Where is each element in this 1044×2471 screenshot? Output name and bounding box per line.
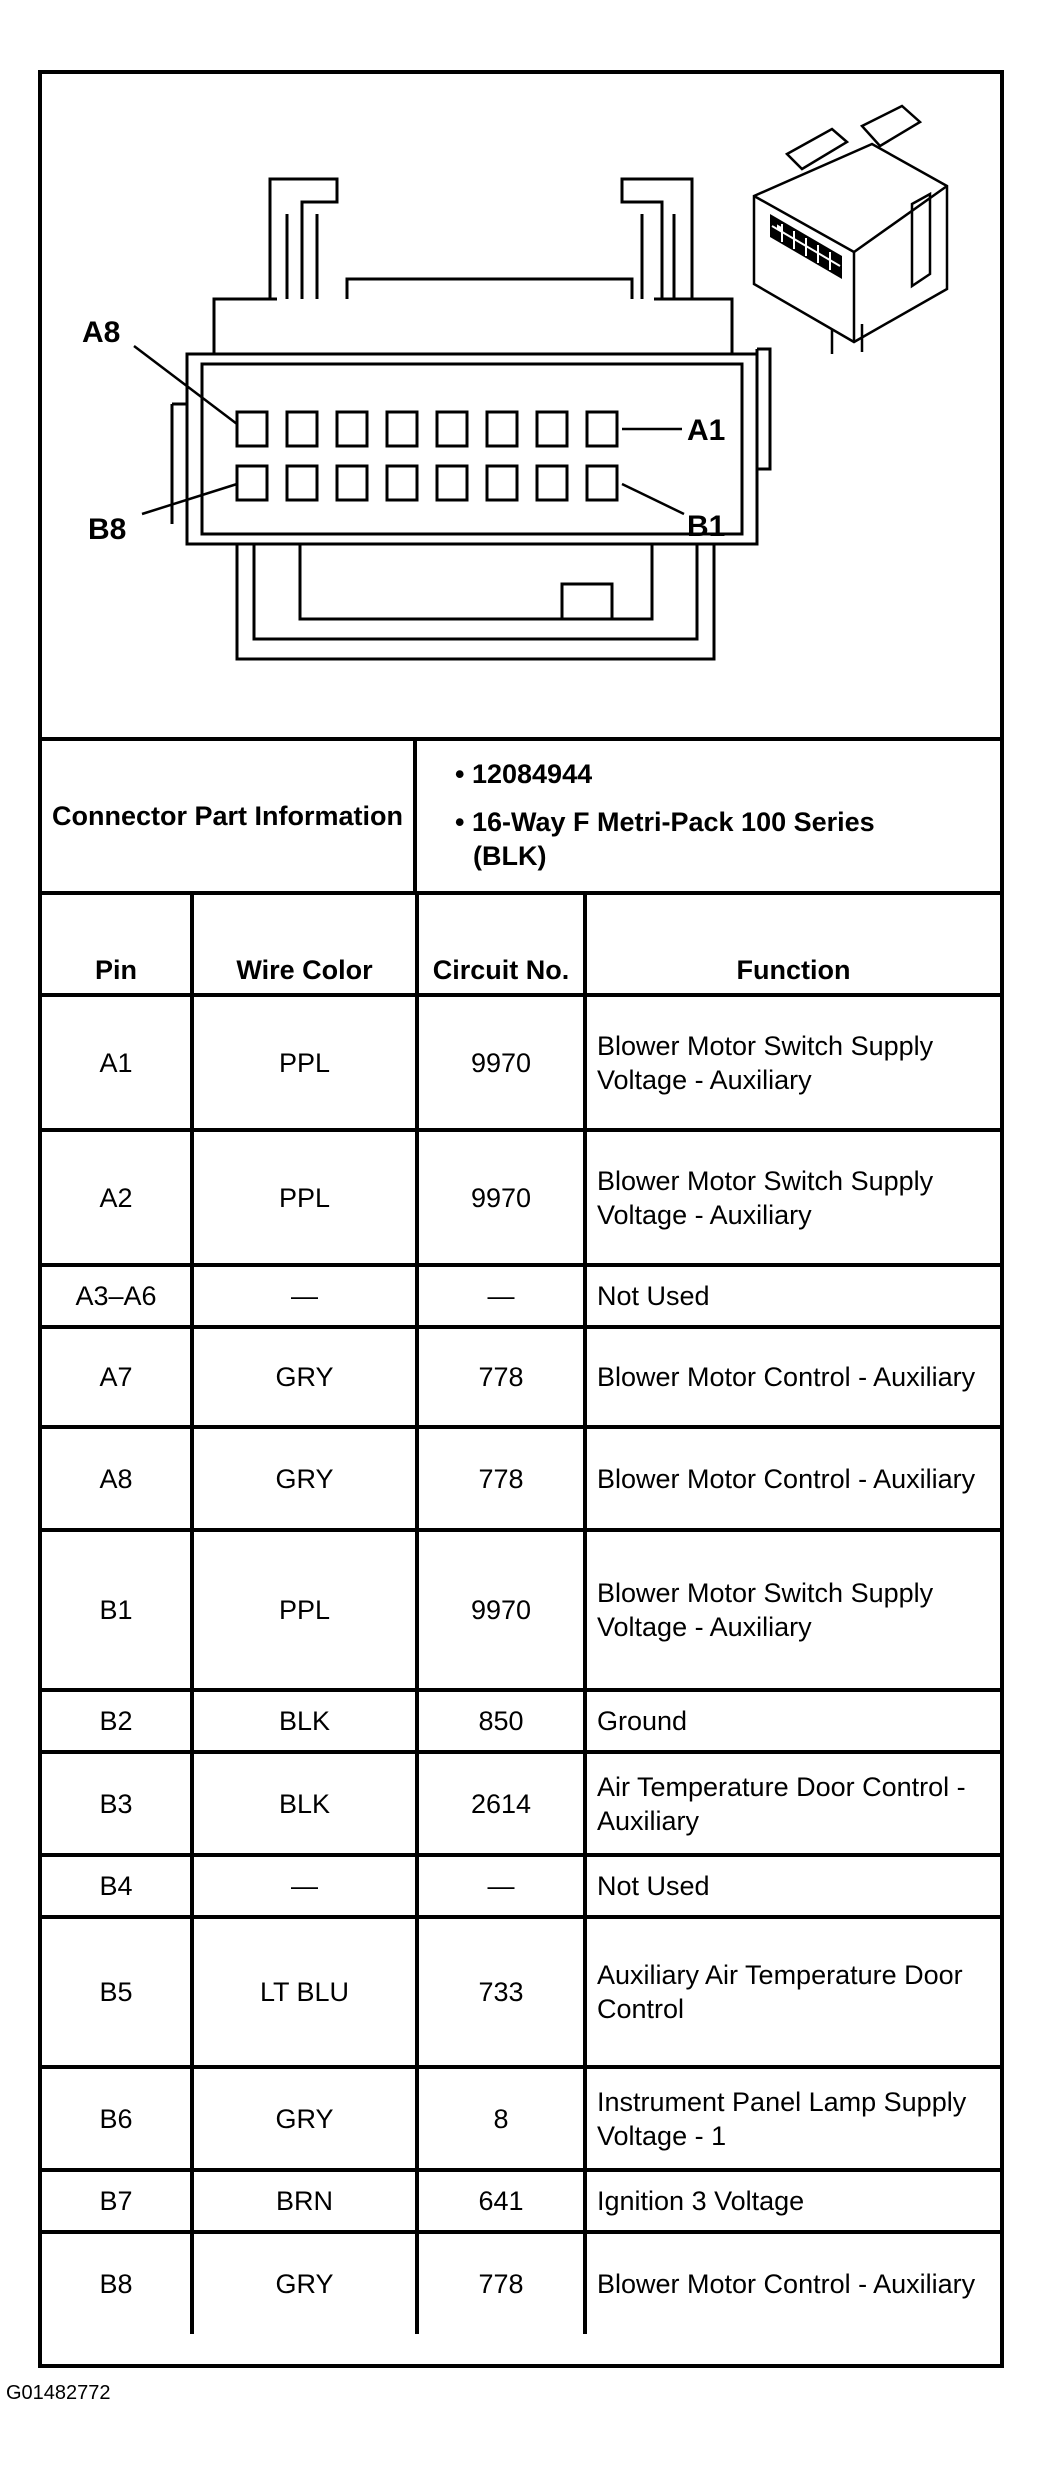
table-row [42,2232,1000,2334]
connector-skirt [237,544,714,659]
b1-leader-line [622,484,684,514]
cell-function: Blower Motor Switch Supply Voltage - Auxiliary [585,1130,1000,1265]
header-circuit-no: Circuit No. [417,895,585,995]
cell-circuit: 9970 [417,995,585,1130]
cell-pin: B5 [42,1917,192,2067]
connector-sheet [38,70,1004,2368]
table-row [42,2170,1000,2232]
table-row [42,1752,1000,1855]
connector-face-diagram [42,74,1000,741]
info-item-part-number: • 12084944 [455,759,593,789]
cell-pin: A8 [42,1427,192,1530]
header-function: Function [585,895,1000,995]
cell-circuit: 2614 [417,1752,585,1855]
cell-function: Blower Motor Control - Auxiliary [585,2232,1000,2334]
b8-leader-line [142,484,237,514]
table-row [42,1690,1000,1752]
cell-wire-color: GRY [192,1327,417,1427]
table-row [42,2067,1000,2170]
cell-function: Blower Motor Switch Supply Voltage - Auxiliary [585,995,1000,1130]
table-row [42,995,1000,1130]
label-b8: B8 [88,513,127,546]
cell-function: Blower Motor Control - Auxiliary [585,1427,1000,1530]
cell-pin: B7 [42,2170,192,2232]
table-row [42,1427,1000,1530]
cell-function: Blower Motor Switch Supply Voltage - Auxiliary [585,1530,1000,1690]
cell-circuit: 778 [417,1427,585,1530]
cell-circuit: — [417,1265,585,1327]
row-a-cavities [237,412,617,446]
cell-pin: B6 [42,2067,192,2170]
cell-circuit: 641 [417,2170,585,2232]
header-wire-color: Wire Color [192,895,417,995]
cell-circuit: 9970 [417,1530,585,1690]
table-row [42,1265,1000,1327]
cell-wire-color: BLK [192,1690,417,1752]
label-a8: A8 [82,316,121,349]
table-row [42,1530,1000,1690]
figure-id: G01482772 [6,2382,111,2404]
cell-pin: B3 [42,1752,192,1855]
cell-function: Auxiliary Air Temperature Door Control [585,1917,1000,2067]
cell-circuit: — [417,1855,585,1917]
cell-pin: A1 [42,995,192,1130]
table-row [42,1855,1000,1917]
cell-wire-color: PPL [192,1530,417,1690]
cell-pin: A2 [42,1130,192,1265]
cell-pin: A3–A6 [42,1265,192,1327]
table-row [42,1917,1000,2067]
cell-wire-color: GRY [192,2232,417,2334]
cell-wire-color: — [192,1265,417,1327]
cell-wire-color: BRN [192,2170,417,2232]
cell-pin: B2 [42,1690,192,1752]
cell-circuit: 733 [417,1917,585,2067]
cell-function: Not Used [585,1265,1000,1327]
table-header-row [42,895,1000,995]
cell-circuit: 8 [417,2067,585,2170]
cell-pin: A7 [42,1327,192,1427]
cell-pin: B8 [42,2232,192,2334]
cell-wire-color: PPL [192,1130,417,1265]
cell-circuit: 778 [417,2232,585,2334]
cell-function: Not Used [585,1855,1000,1917]
cell-pin: B1 [42,1530,192,1690]
cell-circuit: 9970 [417,1130,585,1265]
cell-function: Blower Motor Control - Auxiliary [585,1327,1000,1427]
info-label: Connector Part Information [42,741,417,891]
cell-wire-color: LT BLU [192,1917,417,2067]
left-latch [270,179,337,299]
table-row [42,1130,1000,1265]
cell-wire-color: BLK [192,1752,417,1855]
label-b1: B1 [687,510,726,543]
cell-function: Ignition 3 Voltage [585,2170,1000,2232]
cell-function: Air Temperature Door Control - Auxiliary [585,1752,1000,1855]
info-item-description: • 16-Way F Metri-Pack 100 Series (BLK) [455,807,875,871]
pinout-table [42,895,1000,2334]
cell-wire-color: — [192,1855,417,1917]
table-row [42,1327,1000,1427]
header-pin: Pin [42,895,192,995]
row-b-cavities [237,466,617,500]
cell-wire-color: GRY [192,2067,417,2170]
cell-pin: B4 [42,1855,192,1917]
cell-wire-color: GRY [192,1427,417,1530]
cell-circuit: 850 [417,1690,585,1752]
cell-function: Ground [585,1690,1000,1752]
label-a1: A1 [687,414,726,447]
cell-function: Instrument Panel Lamp Supply Voltage - 1 [585,2067,1000,2170]
cell-circuit: 778 [417,1327,585,1427]
connector-part-information [42,741,1000,895]
cell-wire-color: PPL [192,995,417,1130]
connector-face-svg [42,74,1000,737]
info-items [417,741,1000,891]
connector-body [187,354,757,544]
